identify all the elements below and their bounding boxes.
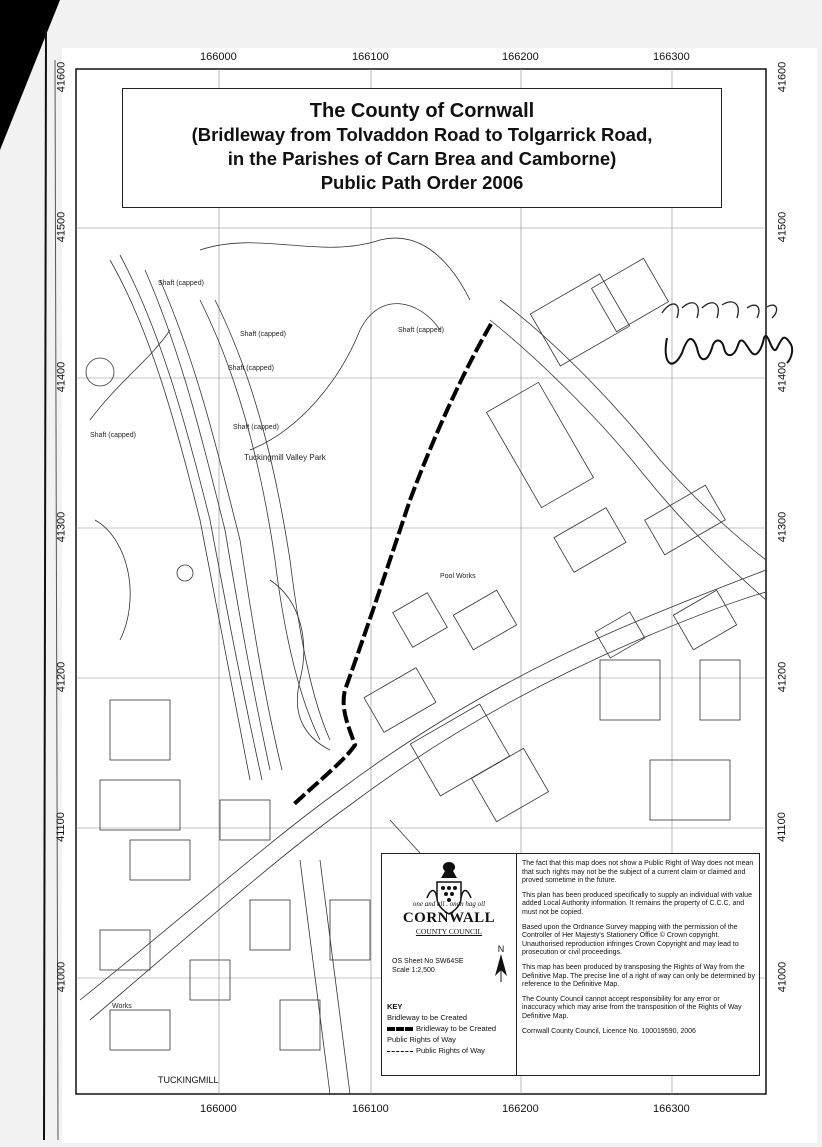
note-3: Based upon the Ordnance Survey mapping with the permission of the Controller of Her Majesty's Stationery Office © Crown copyright. Unauthorised reproduction infringes Crown Copyright and may lead to prosecution or civil proceedings. bbox=[522, 923, 739, 957]
shaft-label-1: Shaft (capped) bbox=[158, 280, 204, 287]
note-2: This plan has been produced specifically to supply an individual with value added Local Authority information. It remains the property of C.C.C, and must not be copied. bbox=[522, 891, 752, 916]
northing-right-3: 41400 bbox=[776, 361, 789, 393]
os-sheet-number: OS Sheet No SW64SE bbox=[392, 958, 464, 965]
northing-left-5: 41200 bbox=[55, 661, 68, 693]
northing-right-1: 41600 bbox=[776, 61, 789, 93]
shaft-label-6: Shaft (capped) bbox=[398, 327, 444, 334]
title-line-4: Public Path Order 2006 bbox=[320, 172, 524, 193]
shaft-label-2: Shaft (capped) bbox=[228, 365, 274, 372]
north-label: N bbox=[497, 944, 505, 954]
easting-bottom-4: 166300 bbox=[653, 1103, 690, 1115]
shaft-label-5: Shaft (capped) bbox=[240, 331, 286, 338]
pool-works-label: Pool Works bbox=[440, 573, 476, 580]
easting-top-1: 166000 bbox=[200, 51, 237, 63]
easting-bottom-3: 166200 bbox=[502, 1103, 539, 1115]
north-arrow bbox=[495, 944, 507, 984]
title-box bbox=[122, 88, 722, 208]
note-4: This map has been produced by transposing the Rights of Way from the Definitive Map. The precise line of a right of way can only be determined by reference to the Definitive Map. bbox=[522, 963, 755, 989]
northing-left-3: 41400 bbox=[55, 361, 68, 393]
scan-edge-line bbox=[44, 30, 46, 1140]
northing-right-6: 41100 bbox=[775, 812, 788, 842]
title-line-2: (Bridleway from Tolvaddon Road to Tolgarrick Road, bbox=[191, 124, 653, 145]
note-1: The fact that this map does not show a Public Right of Way does not mean that such rights may not be the subject of a current claim or claimed and proved sometime in the future. bbox=[522, 860, 754, 885]
council-crest-icon bbox=[419, 858, 479, 918]
council-sub: COUNTY COUNCIL bbox=[415, 927, 483, 936]
bridleway-legend-line bbox=[387, 1027, 413, 1031]
works-label: Works bbox=[112, 1003, 132, 1010]
shaft-label-3: Shaft (capped) bbox=[233, 424, 279, 431]
council-motto: one and all . onan hag oll bbox=[412, 900, 486, 908]
note-5: The County Council cannot accept responsibility for any error or inaccuracy which may arise from the transposition of the Rights of Way Definitive Map. bbox=[522, 995, 742, 1020]
place-label-tuckingmill: TUCKINGMILL bbox=[158, 1075, 219, 1085]
info-notes bbox=[522, 860, 755, 1042]
northing-left-4: 41300 bbox=[55, 511, 68, 543]
easting-bottom-2: 166100 bbox=[352, 1103, 389, 1115]
key-heading: KEY bbox=[387, 1002, 403, 1011]
key-item-bridleway bbox=[387, 1023, 512, 1034]
title-line-1: The County of Cornwall bbox=[309, 100, 535, 122]
council-name: CORNWALL bbox=[402, 910, 496, 926]
map-scale: Scale 1:2,500 bbox=[392, 966, 435, 974]
key-item-prow-label: Public Rights of Way bbox=[416, 1046, 485, 1055]
northing-right-4: 41300 bbox=[776, 511, 789, 543]
info-panel bbox=[381, 853, 760, 1076]
sheet-info bbox=[392, 958, 464, 975]
northing-left-1: 41600 bbox=[55, 61, 68, 93]
northing-left-2: 41500 bbox=[55, 211, 68, 243]
easting-top-2: 166100 bbox=[352, 51, 389, 63]
signature-mark bbox=[652, 293, 802, 383]
map-key bbox=[387, 1001, 512, 1056]
info-left-column bbox=[382, 854, 517, 1075]
shaft-label-4: Shaft (capped) bbox=[90, 432, 136, 439]
key-group-bridleway: Bridleway to be Created bbox=[387, 1013, 468, 1022]
key-group-prow: Public Rights of Way bbox=[387, 1035, 456, 1044]
easting-top-4: 166300 bbox=[653, 51, 690, 63]
northing-right-7: 41000 bbox=[776, 961, 789, 993]
scan-shadow bbox=[0, 0, 60, 150]
title-line-3: in the Parishes of Carn Brea and Camborne) bbox=[227, 148, 617, 169]
northing-left-6: 41100 bbox=[54, 812, 67, 842]
note-6: Cornwall County Council, Licence No. 100019590, 2006 bbox=[522, 1027, 696, 1035]
prow-legend-line bbox=[387, 1051, 413, 1052]
northing-left-7: 41000 bbox=[55, 961, 68, 993]
park-label: Tuckingmill Valley Park bbox=[244, 453, 326, 462]
easting-top-3: 166200 bbox=[502, 51, 539, 63]
easting-bottom-1: 166000 bbox=[200, 1103, 237, 1115]
north-arrow-icon bbox=[495, 954, 507, 982]
northing-right-2: 41500 bbox=[776, 211, 789, 243]
key-item-prow bbox=[387, 1045, 512, 1056]
northing-right-5: 41200 bbox=[776, 661, 789, 693]
key-item-bridleway-label: Bridleway to be Created bbox=[416, 1024, 497, 1033]
